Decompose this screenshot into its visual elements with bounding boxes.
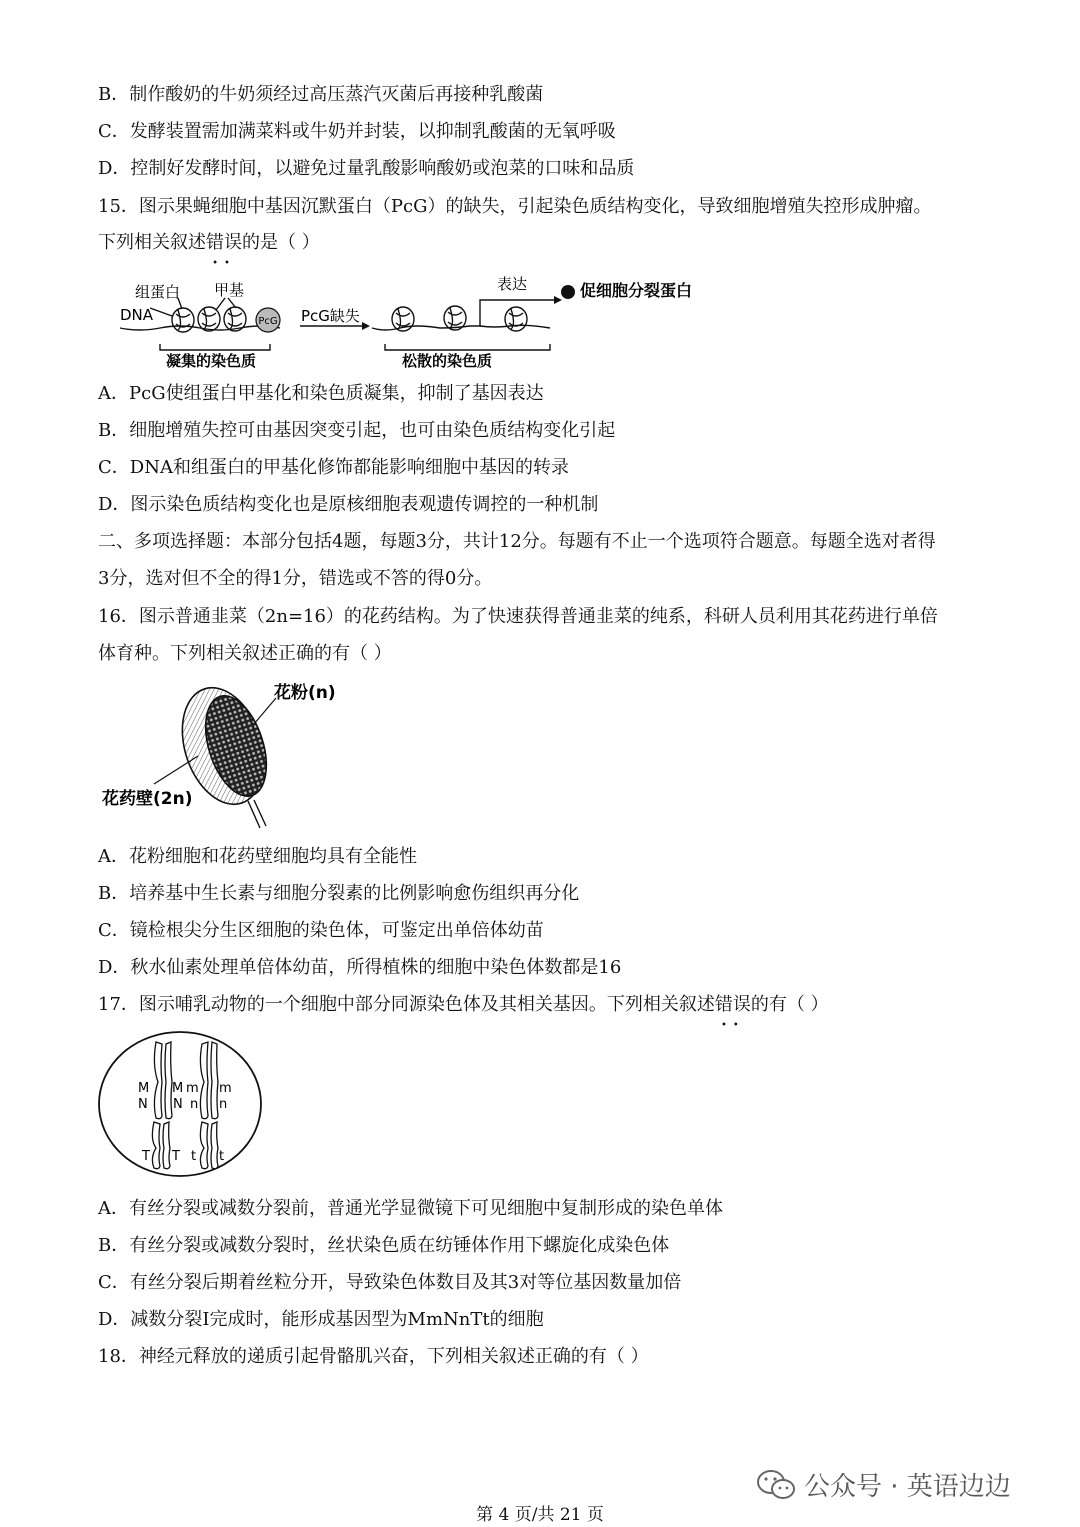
label-condensed: 凝集的染色质 [166,352,257,370]
label-anther-wall: 花药壁(2n) [102,789,193,809]
q14-option-d: D．控制好发酵时间，以避免过量乳酸影响酸奶或泡菜的口味和品质 [98,158,635,179]
pcg-ball-label: PcG [258,316,278,327]
q15-emphasis: 错误 •• [206,232,242,253]
q16-option-a: A．花粉细胞和花药壁细胞均具有全能性 [98,846,417,867]
label-dna: DNA [120,306,154,324]
gene-n2: n [219,1097,228,1112]
q15-stem-part1: 下列相关叙述 [98,232,206,253]
q15-option-c: C．DNA和组蛋白的甲基化修饰都能影响细胞中基因的转录 [98,457,569,478]
q17-option-d: D．减数分裂I完成时，能形成基因型为MmNnTt的细胞 [98,1309,544,1330]
q16-option-d: D．秋水仙素处理单倍体幼苗，所得植株的细胞中染色体数都是16 [98,957,622,978]
q17-stem-part2: 的有（ ） [750,994,829,1015]
q16-stem-line2: 体育种。下列相关叙述正确的有（ ） [98,643,392,664]
gene-N2: N [173,1097,183,1112]
gene-T1: T [142,1149,150,1164]
gene-m1: m [186,1081,199,1096]
q18-stem: 18．神经元释放的递质引起骨骼肌兴奋，下列相关叙述正确的有（ ） [98,1346,649,1367]
label-methyl: 甲基 [214,281,245,299]
q15-figure [110,262,730,374]
q17-stem-part1: 17．图示哺乳动物的一个细胞中部分同源染色体及其相关基因。下列相关叙述 [98,994,715,1015]
q15-stem-part2: 的是（ ） [242,232,320,253]
section2-intro-line1: 二、多项选择题：本部分包括4题，每题3分，共计12分。每题有不止一个选项符合题意。每题全选对者得 [98,531,936,552]
wechat-icon [756,1469,796,1501]
q16-option-c: C．镜检根尖分生区细胞的染色体，可鉴定出单倍体幼苗 [98,920,544,941]
q17-emphasis: 错误 •• [715,994,751,1015]
page-footer: 第 4 页/共 21 页 [476,1505,604,1525]
gene-m2: m [219,1081,232,1096]
q15-stem-line1: 15．图示果蝇细胞中基因沉默蛋白（PcG）的缺失，引起染色质结构变化，导致细胞增殖失控形成肿瘤。 [98,196,932,217]
q14-option-b: B．制作酸奶的牛奶须经过高压蒸汽灭菌后再接种乳酸菌 [98,84,544,105]
q16-anther-figure [98,676,388,836]
gene-t2: t [219,1149,225,1164]
gene-n1: n [190,1097,199,1112]
q15-option-b: B．细胞增殖失控可由基因突变引起，也可由染色质结构变化引起 [98,420,616,441]
q14-option-c: C．发酵装置需加满菜料或牛奶并封装，以抑制乳酸菌的无氧呼吸 [98,121,616,142]
q15-option-d: D．图示染色质结构变化也是原核细胞表观遗传调控的一种机制 [98,494,599,515]
q17-cell-figure [98,1030,268,1178]
label-histone: 组蛋白 [135,283,181,301]
gene-T2: T [172,1149,180,1164]
gene-N1: N [138,1097,148,1112]
section2-intro-line2: 3分，选对但不全的得1分，错选或不答的得0分。 [98,568,493,589]
label-pcg-loss: PcG缺失 [301,307,360,325]
label-loose: 松散的染色质 [402,352,493,370]
label-express: 表达 [497,275,528,293]
watermark-text: 公众号 · 英语边边 [804,1472,1011,1502]
watermark [756,1466,1011,1503]
label-promote-protein: 促细胞分裂蛋白 [580,281,693,300]
label-pollen: 花粉(n) [274,683,336,703]
q15-option-a: A．PcG使组蛋白甲基化和染色质凝集，抑制了基因表达 [98,383,544,404]
gene-M2: M [172,1081,184,1096]
q17-option-c: C．有丝分裂后期着丝粒分开，导致染色体数目及其3对等位基因数量加倍 [98,1272,682,1293]
q17-option-a: A．有丝分裂或减数分裂前，普通光学显微镜下可见细胞中复制形成的染色单体 [98,1198,723,1219]
q16-option-b: B．培养基中生长素与细胞分裂素的比例影响愈伤组织再分化 [98,883,580,904]
gene-t1: t [191,1149,197,1164]
q17-option-b: B．有丝分裂或减数分裂时，丝状染色质在纺锤体作用下螺旋化成染色体 [98,1235,670,1256]
gene-M1: M [138,1081,150,1096]
q17-stem [98,993,829,1017]
q16-stem-line1: 16．图示普通韭菜（2n=16）的花药结构。为了快速获得普通韭菜的纯系，科研人员利用其花药进行单倍 [98,606,938,627]
q15-stem-line2 [98,231,320,255]
